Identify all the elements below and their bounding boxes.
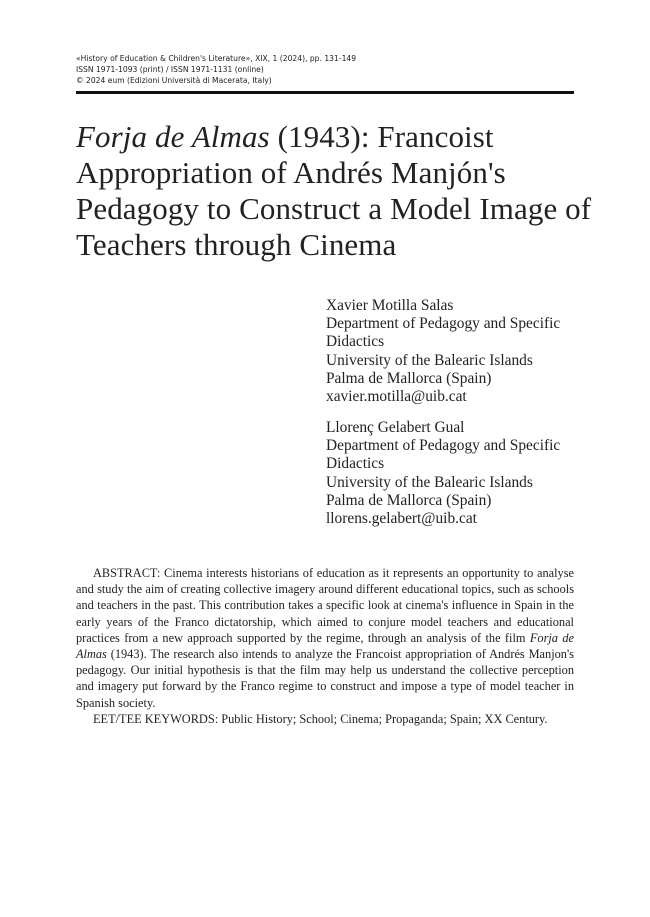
author-block: [326, 419, 596, 528]
abstract-film-name: Forja de Almas: [76, 630, 574, 662]
author-department: Department of Pedagogy and Specific: [326, 315, 561, 333]
journal-issn: ISSN 1971-1093 (print) / ISSN 1971-1131 (online): [76, 65, 264, 74]
header-divider: [76, 91, 574, 94]
author-location: Palma de Mallorca (Spain): [326, 369, 492, 387]
article-title: [76, 119, 596, 263]
author-name: Xavier Motilla Salas: [326, 297, 454, 314]
author-department: Department of Pedagogy and Specific: [326, 437, 561, 455]
author-department-cont: Didactics: [326, 455, 385, 473]
author-email[interactable]: xavier.motilla@uib.cat: [326, 388, 467, 406]
author-department-cont: Didactics: [326, 333, 385, 351]
author-block: [326, 297, 596, 406]
journal-header: [76, 53, 576, 86]
abstract-section: [76, 565, 574, 727]
abstract-paragraph: [76, 565, 574, 711]
author-university: University of the Balearic Islands: [326, 473, 533, 491]
title-text: (1943): Francoist Appropriation of Andrés Manjón's Pedagogy to Construct a Model Image of Teachers through Cinema: [76, 119, 592, 262]
journal-copyright: © 2024 eum (Edizioni Università di Macerata, Italy): [76, 76, 272, 85]
abstract-text: ABSTRACT: Cinema interests historians of education as it represents an opportunity to analyse and study the aim of creating collective imagery around different educational topics, such as schools and teachers in the past. This contribution takes a specific look at cinema's influence in Spain in the early years of the Franco dictatorship, which aimed to conjure model teachers and educational practices from a new approach supported by the regime, through an analysis of the film: [76, 566, 574, 645]
keywords: EET/TEE KEYWORDS: Public History; School; Cinema; Propaganda; Spain; XX Century.: [93, 711, 548, 726]
abstract-text-cont: (1943). The research also intends to analyze the Francoist appropriation of Andrés Manjon's pedagogy. Our initial hypothesis is that the film may help us understand the collective perception and imagery put forward by the Franco regime to construct and impose a type of model teacher in Spanish society.: [76, 647, 574, 710]
journal-citation: «History of Education & Children's Literature», XIX, 1 (2024), pp. 131-149: [76, 54, 357, 63]
author-university: University of the Balearic Islands: [326, 351, 533, 369]
author-location: Palma de Mallorca (Spain): [326, 491, 492, 509]
author-name: Llorenç Gelabert Gual: [326, 419, 465, 436]
author-email[interactable]: llorens.gelabert@uib.cat: [326, 510, 477, 528]
title-film-name: Forja de Almas: [76, 119, 270, 154]
